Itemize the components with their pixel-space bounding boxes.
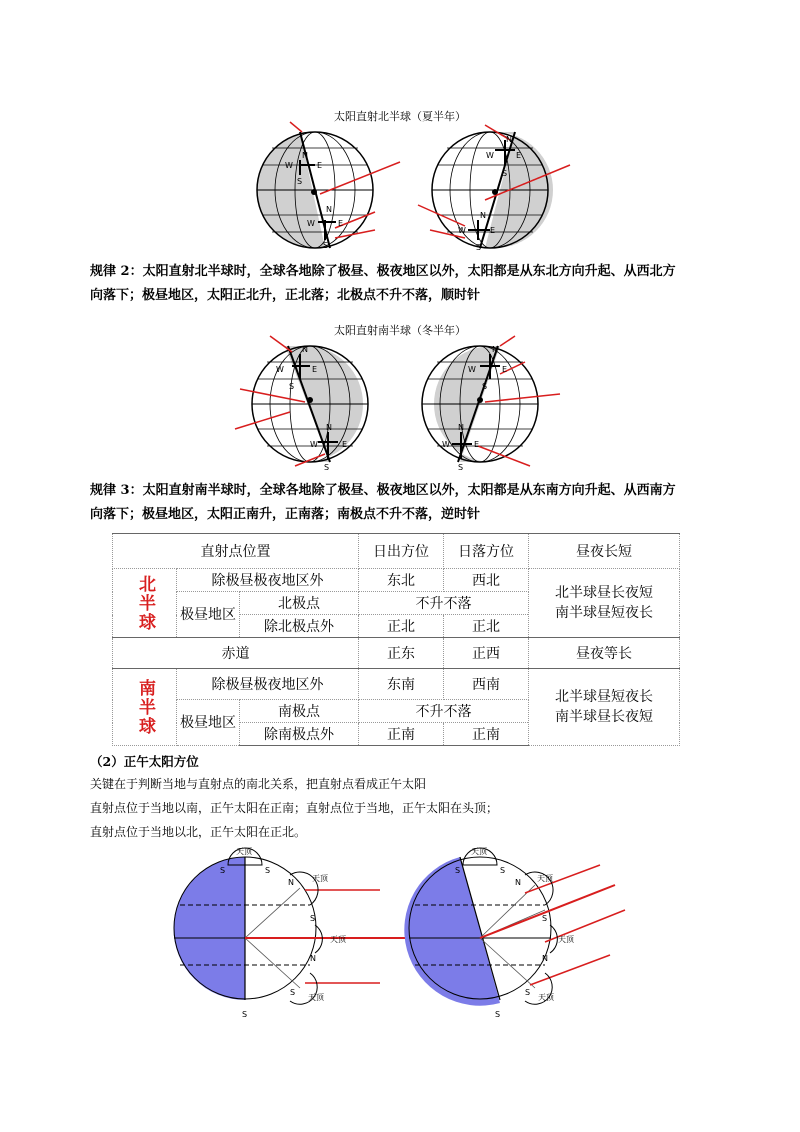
figure-2-title: 太阳直射南半球（冬半年） (334, 324, 466, 337)
label-e: E (502, 365, 508, 374)
figure-2-globes (230, 334, 570, 474)
label-s: S (500, 866, 506, 875)
label-s: S (242, 1010, 248, 1019)
label-n: N (506, 135, 512, 144)
south-hemisphere-label: 南半球 (113, 669, 177, 746)
label-n: N (302, 151, 308, 160)
label-e: E (490, 226, 496, 235)
label-n: N (515, 878, 521, 887)
header-sunrise: 日出方位 (359, 534, 444, 569)
noon-sun-diagrams (170, 845, 640, 1020)
label-w: W (458, 226, 466, 235)
north-polar-label: 极昼地区 (177, 592, 240, 638)
rule-2-line-2: 向落下；极昼地区，太阳正北升，正北落；北极点不升不落，顺时针 (90, 288, 481, 303)
zenith-label: 天顶 (537, 874, 553, 883)
label-s: S (542, 914, 548, 923)
zenith-label: 天顶 (312, 874, 328, 883)
zenith-label: 天顶 (538, 993, 554, 1002)
label-s: S (502, 169, 508, 178)
rule-3 (90, 479, 710, 527)
label-e: E (342, 440, 348, 449)
rule-2 (90, 260, 710, 308)
north-daynight-line-1: 北半球昼长夜短 (555, 585, 653, 601)
label-n: N (542, 954, 548, 963)
label-s: S (455, 866, 461, 875)
section-2-line-1: 关键在于判断当地与直射点的南北关系，把直射点看成正午太阳 (90, 777, 427, 791)
label-w: W (307, 219, 315, 228)
label-n: N (288, 878, 294, 887)
label-n: N (492, 345, 498, 354)
rule-2-line-1: 规律 2：太阳直射北半球时，全球各地除了极昼、极夜地区以外，太阳都是从东北方向升起、从西北方 (90, 264, 676, 279)
south-row-1-sunset: 西南 (444, 669, 529, 700)
globe-right (422, 336, 560, 472)
north-row-1-position: 除极昼极夜地区外 (177, 569, 359, 592)
label-s: S (458, 463, 464, 472)
header-sunset: 日落方位 (444, 534, 529, 569)
label-s: S (525, 988, 531, 997)
south-row-3-sunrise: 正南 (359, 723, 444, 746)
south-row-1-position: 除极昼极夜地区外 (177, 669, 359, 700)
north-daynight-line-2: 南半球昼短夜长 (555, 605, 653, 621)
globe-left (257, 122, 400, 250)
section-2-text (90, 772, 710, 844)
zenith-label: 天顶 (330, 935, 346, 944)
label-w: W (468, 365, 476, 374)
label-s: S (324, 463, 330, 472)
globe-right (418, 125, 570, 252)
noon-diagram-left (174, 847, 411, 1019)
south-row-3-sunset: 正南 (444, 723, 529, 746)
zenith-label: 天顶 (558, 935, 574, 944)
equator-daynight: 昼夜等长 (529, 638, 680, 669)
label-s: S (290, 988, 296, 997)
north-row-1-sunset: 西北 (444, 569, 529, 592)
label-s: S (297, 177, 303, 186)
label-s: S (476, 243, 482, 252)
south-daynight-line-2: 南半球昼长夜短 (555, 709, 653, 725)
label-e: E (312, 365, 318, 374)
label-s: S (265, 866, 271, 875)
north-daynight (529, 569, 680, 638)
label-w: W (285, 161, 293, 170)
label-s: S (289, 382, 295, 391)
north-row-1-sunrise: 东北 (359, 569, 444, 592)
label-s: S (323, 241, 329, 250)
section-2-heading: （2）正午太阳方位 (90, 754, 199, 769)
label-e: E (516, 151, 522, 160)
sunrise-sunset-table (112, 533, 680, 746)
equator-sunrise: 正东 (359, 638, 444, 669)
label-s: S (495, 1010, 501, 1019)
north-row-3-sunset: 正北 (444, 615, 529, 638)
north-row-2-value: 不升不落 (359, 592, 529, 615)
header-daynight: 昼夜长短 (529, 534, 680, 569)
globe-left (235, 336, 368, 472)
south-daynight (529, 669, 680, 746)
label-s: S (220, 866, 226, 875)
label-e: E (338, 219, 344, 228)
equator-position: 赤道 (113, 638, 359, 669)
label-n: N (480, 211, 486, 220)
header-position: 直射点位置 (113, 534, 359, 569)
north-row-2-position: 北极点 (240, 592, 359, 615)
label-s: S (482, 382, 488, 391)
section-2-line-2: 直射点位于当地以南，正午太阳在正南；直射点位于当地，正午太阳在头顶； (90, 801, 499, 815)
label-n: N (326, 423, 332, 432)
north-row-3-position: 除北极点外 (240, 615, 359, 638)
south-row-2-position: 南极点 (240, 700, 359, 723)
section-2-line-3: 直射点位于当地以北，正午太阳在正北。 (90, 825, 307, 839)
label-n: N (326, 205, 332, 214)
label-w: W (486, 151, 494, 160)
label-e: E (474, 440, 480, 449)
south-daynight-line-1: 北半球昼短夜长 (555, 689, 653, 705)
figure-1-globes (240, 120, 580, 260)
equator-sunset: 正西 (444, 638, 529, 669)
north-row-3-sunrise: 正北 (359, 615, 444, 638)
zenith-label: 天顶 (308, 993, 324, 1002)
south-row-2-value: 不升不落 (359, 700, 529, 723)
south-polar-label: 极昼地区 (177, 700, 240, 746)
noon-diagram-right (404, 847, 625, 1019)
north-hemisphere-label: 北半球 (113, 569, 177, 638)
label-e: E (317, 161, 323, 170)
rule-3-line-2: 向落下；极昼地区，太阳正南升，正南落；南极点不升不落，逆时针 (90, 507, 481, 522)
figure-1-title: 太阳直射北半球（夏半年） (334, 110, 466, 123)
south-row-3-position: 除南极点外 (240, 723, 359, 746)
zenith-label: 天顶 (471, 847, 487, 856)
label-n: N (458, 423, 464, 432)
label-w: W (442, 440, 450, 449)
label-n: N (302, 345, 308, 354)
south-row-1-sunrise: 东南 (359, 669, 444, 700)
label-s: S (310, 914, 316, 923)
label-n: N (310, 954, 316, 963)
zenith-label: 天顶 (236, 847, 252, 856)
rule-3-line-1: 规律 3：太阳直射南半球时，全球各地除了极昼、极夜地区以外，太阳都是从东南方向升起、从西南方 (90, 483, 676, 498)
label-w: W (310, 440, 318, 449)
label-w: W (276, 365, 284, 374)
